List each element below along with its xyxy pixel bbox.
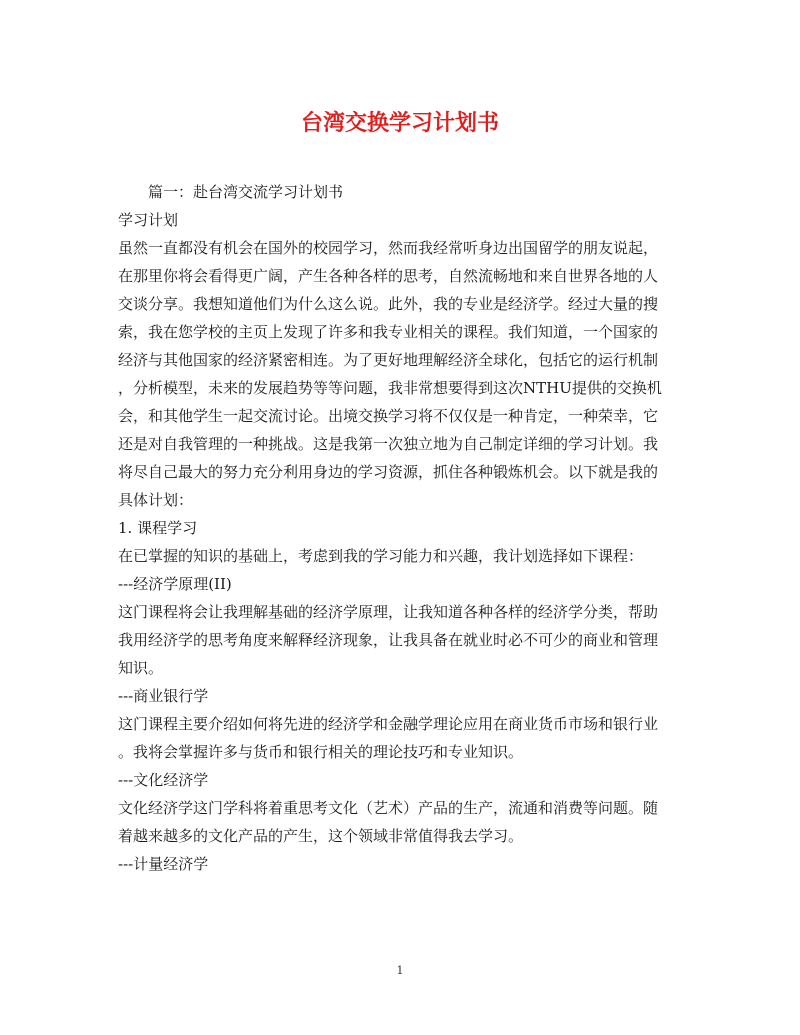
paragraph-line: ，分析模型，未来的发展趋势等等问题，我非常想要得到这次NTHU提供的交换机 [118,379,662,397]
course-heading: ---商业银行学 [118,687,209,705]
paragraph-line: 。我将会掌握许多与货币和银行相关的理论技巧和专业知识。 [118,743,524,761]
paragraph-line: 将尽自己最大的努力充分利用身边的学习资源，抓住各种锻炼机会。以下就是我的 [118,463,659,481]
course-heading: ---经济学原理(II) [118,575,232,593]
paragraph-line: 这门课程主要介绍如何将先进的经济学和金融学理论应用在商业货币市场和银行业 [118,715,659,733]
section-heading: 篇一：赴台湾交流学习计划书 [148,183,344,201]
paragraph-line: 我用经济学的思考角度来解释经济现象，让我具备在就业时必不可少的商业和管理 [118,631,659,649]
paragraph-line: 这门课程将会让我理解基础的经济学原理，让我知道各种各样的经济学分类，帮助 [118,603,659,621]
document-title: 台湾交换学习计划书 [300,110,499,136]
paragraph-line: 交谈分享。我想知道他们为什么这么说。此外，我的专业是经济学。经过大量的搜 [118,295,659,313]
document-body [118,178,688,878]
paragraph-line: 具体计划： [118,491,194,509]
paragraph-line: 还是对自我管理的一种挑战。这是我第一次独立地为自己制定详细的学习计划。我 [118,435,659,453]
page-number: 1 [396,964,404,977]
course-heading: ---计量经济学 [118,855,209,873]
paragraph-line: 知识。 [118,659,164,677]
paragraph-line: 着越来越多的文化产品的产生，这个领域非常值得我去学习。 [118,827,524,845]
paragraph-line: 在那里你将会看得更广阔，产生各种各样的思考，自然流畅地和来自世界各地的人 [118,267,659,285]
paragraph-line: 索，我在您学校的主页上发现了许多和我专业相关的课程。我们知道，一个国家的 [118,323,659,341]
numbered-heading: 1. 课程学习 [118,519,198,537]
paragraph-line: 文化经济学这门学科将着重思考文化（艺术）产品的生产，流通和消费等问题。随 [118,799,659,817]
course-heading: ---文化经济学 [118,771,209,789]
paragraph-line: 经济与其他国家的经济紧密相连。为了更好地理解经济全球化，包括它的运行机制 [118,351,659,369]
paragraph-line: 在已掌握的知识的基础上，考虑到我的学习能力和兴趣，我计划选择如下课程： [118,547,644,565]
paragraph-line: 虽然一直都没有机会在国外的校园学习，然而我经常听身边出国留学的朋友说起， [118,239,659,257]
paragraph-line: 会，和其他学生一起交流讨论。出境交换学习将不仅仅是一种肯定，一种荣幸，它 [118,407,659,425]
subheading: 学习计划 [118,211,179,229]
